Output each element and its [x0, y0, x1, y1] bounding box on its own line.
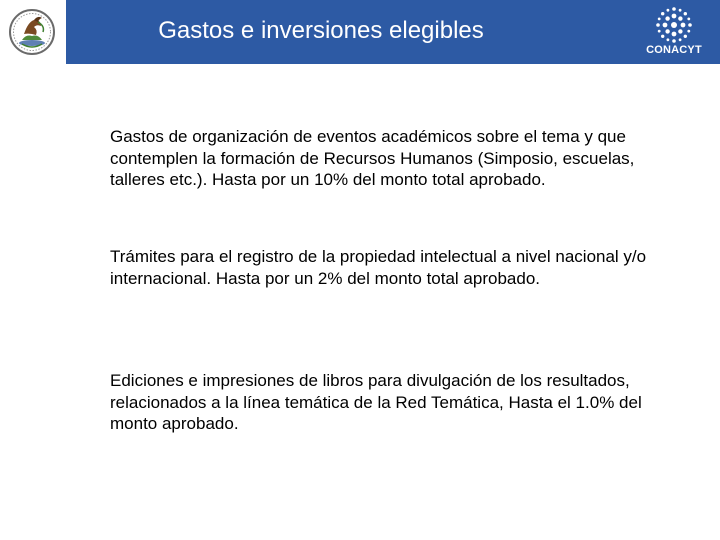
title-bar [66, 0, 720, 64]
coat-of-arms-logo [0, 0, 64, 64]
mexican-coat-of-arms-icon [0, 0, 64, 64]
paragraph-book-publishing: Ediciones e impresiones de libros para divulgación de los resultados, relacionados a la línea temática de la Red Temática, Hasta el 1.0% del monto aprobado. [110, 371, 642, 433]
conacyt-logo [634, 6, 714, 60]
conacyt-logo-icon [634, 6, 714, 44]
conacyt-logo-text: CONACYT [646, 44, 702, 56]
paragraph-event-expenses: Gastos de organización de eventos académicos sobre el tema y que contemplen la formación de Recursos Humanos (Simposio, escuelas, talleres etc.). Hasta por un 10% del monto total aprobado. [110, 127, 635, 189]
paragraph-intellectual-property: Trámites para el registro de la propiedad intelectual a nivel nacional y/o internacional. Hasta por un 2% del monto total aprobado. [110, 247, 647, 288]
slide-title: Gastos e inversiones elegibles [158, 17, 484, 44]
slide-header [0, 0, 720, 64]
